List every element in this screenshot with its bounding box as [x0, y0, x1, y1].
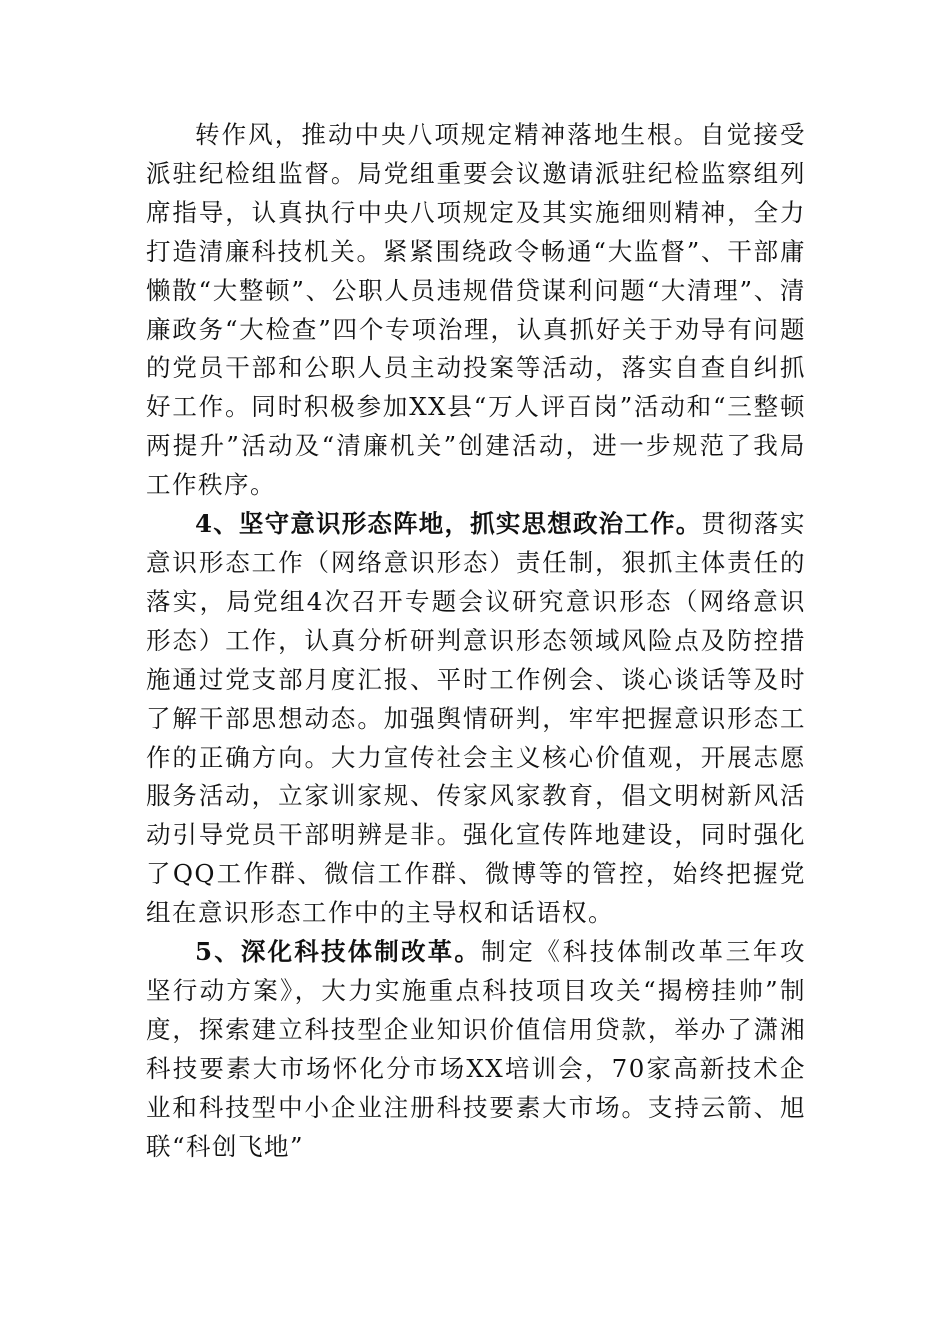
paragraph-reform: [146, 933, 806, 1166]
paragraph-heading: 4、坚守意识形态阵地，抓实思想政治工作。: [195, 509, 702, 539]
paragraph-heading: 5、深化科技体制改革。: [195, 937, 482, 967]
paragraph-text: 贯彻落实意识形态工作（网络意识形态）责任制，狠抓主体责任的落实，局党组4次召开专题会议研究意识形态（网络意识形态）工作，认真分析研判意识形态领域风险点及防控措施通过党支部月度汇报、平时工作例会、谈心谈话等及时了解干部思想动态。加强舆情研判，牢牢把握意识形态工作的正确方向。大力宣传社会主义核心价值观，开展志愿服务活动，立家训家规、传家风家教育，倡文明树新风活动引导党员干部明辨是非。强化宣传阵地建设，同时强化了QQ工作群、微信工作群、微博等的管控，始终把握党组在意识形态工作中的主导权和话语权。: [146, 509, 807, 928]
document-body: [146, 116, 806, 1166]
paragraph-ideology: [146, 505, 806, 933]
paragraph-work-style: [146, 116, 806, 505]
paragraph-text: 转作风，推动中央八项规定精神落地生根。自觉接受派驻纪检组监督。局党组重要会议邀请派驻纪检监察组列席指导，认真执行中央八项规定及其实施细则精神，全力打造清廉科技机关。紧紧围绕政令畅通“大监督”、干部庸懒散“大整顿”、公职人员违规借贷谋利问题“大清理”、清廉政务“大检查”四个专项治理，认真抓好关于劝导有问题的党员干部和公职人员主动投案等活动，落实自查自纠抓好工作。同时积极参加XX县“万人评百岗”活动和“三整顿两提升”活动及“清廉机关”创建活动，进一步规范了我局工作秩序。: [146, 120, 806, 500]
paragraph-text: 制定《科技体制改革三年攻坚行动方案》，大力实施重点科技项目攻关“揭榜挂帅”制度，探索建立科技型企业知识价值信用贷款，举办了潇湘科技要素大市场怀化分市场XX培训会，70家高新技术企业和科技型中小企业注册科技要素大市场。支持云箭、旭联“科创飞地”: [146, 937, 807, 1161]
